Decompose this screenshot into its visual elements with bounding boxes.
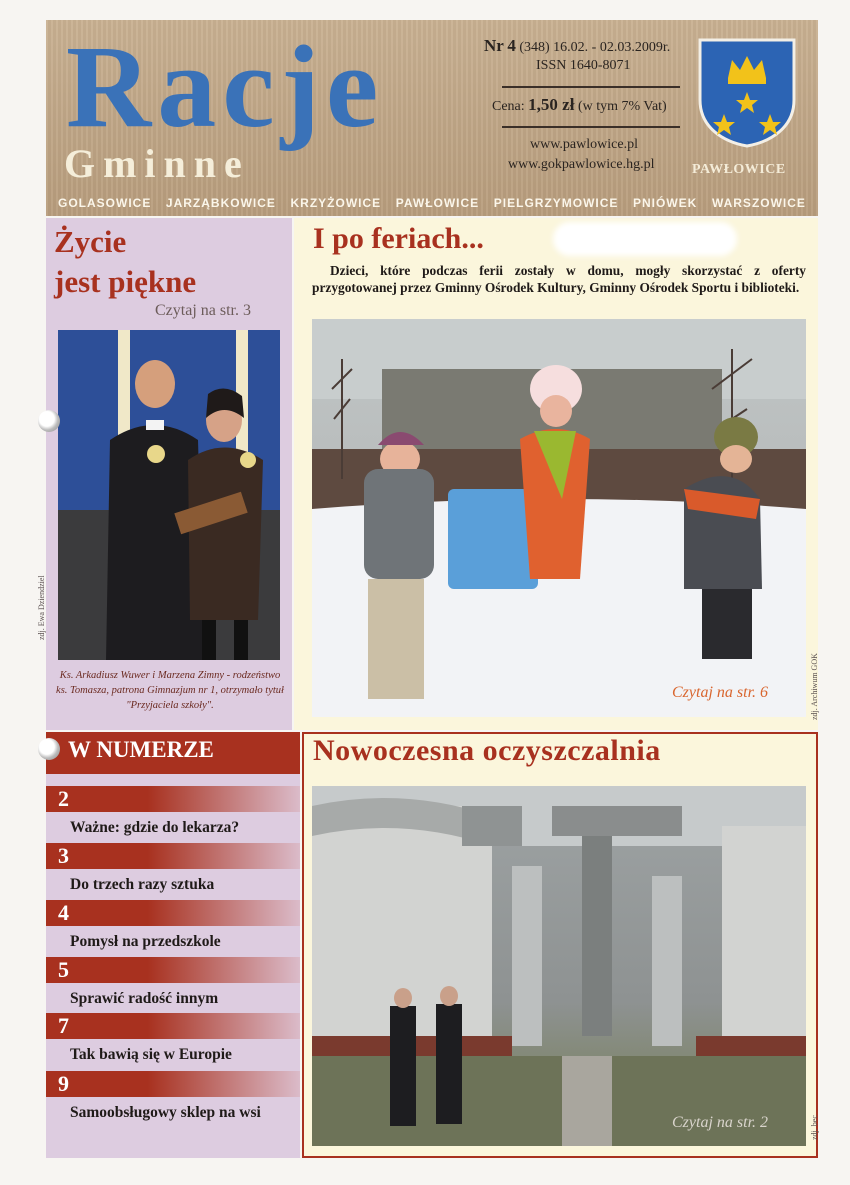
website-link-1[interactable]: www.pawlowice.pl [530, 137, 638, 152]
page-number: 7 [58, 1013, 69, 1038]
contents-heading: W NUMERZE [68, 737, 214, 762]
feature-photo [58, 330, 280, 660]
page-number: 3 [58, 843, 69, 868]
divider-rule [502, 86, 680, 88]
photo-credit: zdj. Archiwum GOK [810, 653, 819, 720]
coat-of-arms-icon [698, 38, 796, 148]
price-value: 1,50 zł [528, 95, 575, 114]
left-feature-title[interactable] [54, 222, 196, 302]
item-title: Pomysł na przedszkole [70, 933, 221, 950]
item-title: Ważne: gdzie do lekarza? [70, 819, 240, 836]
read-more-link[interactable]: Czytaj na str. 6 [672, 684, 769, 701]
read-more-link[interactable]: Czytaj na str. 2 [672, 1114, 769, 1131]
issn: ISSN 1640-8071 [536, 58, 631, 73]
village-name: JARZĄBKOWICE [165, 196, 276, 210]
price-label: Cena: [492, 99, 525, 114]
issue-dates: (348) 16.02. - 02.03.2009r. [519, 40, 671, 55]
issue-info [484, 36, 670, 56]
title-line: jest piękne [54, 264, 197, 299]
page-number: 2 [58, 786, 69, 811]
item-title: Do trzech razy sztuka [70, 876, 215, 893]
title-line: Życie [54, 224, 127, 259]
photo-caption: Ks. Arkadiusz Wuwer i Marzena Zimny - rodzeństwo ks. Tomasza, patrona Gimnazjum nr 1, otrzymało tytuł "Przyjaciela szkoły". [56, 670, 284, 711]
page-number: 9 [58, 1071, 69, 1096]
item-title: Tak bawią się w Europie [70, 1046, 232, 1063]
read-more-link[interactable]: Czytaj na str. 3 [155, 302, 251, 319]
village-name: KRZYŻOWICE [290, 196, 382, 210]
binder-hole [38, 738, 60, 760]
village-name: WARSZOWICE [711, 196, 806, 210]
issue-label: Nr [484, 36, 504, 55]
page-number: 5 [58, 957, 69, 982]
item-title: Samoobsługowy sklep na wsi [70, 1104, 261, 1121]
contents-header [46, 732, 300, 774]
website-link-2[interactable]: www.gokpawlowice.hg.pl [508, 157, 655, 172]
masthead-title: Racje [66, 21, 385, 152]
photo-illustration [312, 319, 806, 717]
item-title: Sprawić radość innym [70, 990, 219, 1007]
main-photo [312, 319, 806, 717]
redacted-area [553, 222, 737, 256]
village-name: GOLASOWICE [58, 196, 152, 210]
price-note: (w tym 7% Vat) [577, 99, 667, 114]
photo-illustration [58, 330, 280, 660]
divider-rule [502, 126, 680, 128]
villages-strip [46, 196, 818, 216]
main-headline[interactable]: I po feriach... [313, 222, 484, 255]
crest-name: PAWŁOWICE [692, 162, 786, 177]
village-name: PIELGRZYMOWICE [493, 196, 619, 210]
issue-number: 4 [507, 36, 516, 55]
masthead-subtitle: Gminne [64, 141, 250, 186]
photo-credit: zdj. bec [810, 1115, 819, 1140]
binder-hole [38, 410, 60, 432]
main-lead: Dzieci, które podczas ferii zostały w domu, mogły skorzystać z oferty przygotowanej przez Gminny Ośrodek Kultury, Gminny Ośrodek Sportu i biblioteki. [312, 263, 806, 295]
second-photo [312, 786, 806, 1146]
price [492, 95, 667, 115]
second-headline[interactable]: Nowoczesna oczyszczalnia [313, 734, 661, 767]
village-name: PNIÓWEK [633, 196, 698, 210]
page-number: 4 [58, 900, 69, 925]
photo-illustration [312, 786, 806, 1146]
photo-credit: zdj. Ewa Dziendziel [37, 575, 46, 640]
masthead [46, 20, 818, 216]
village-name: PAWŁOWICE [395, 196, 480, 210]
